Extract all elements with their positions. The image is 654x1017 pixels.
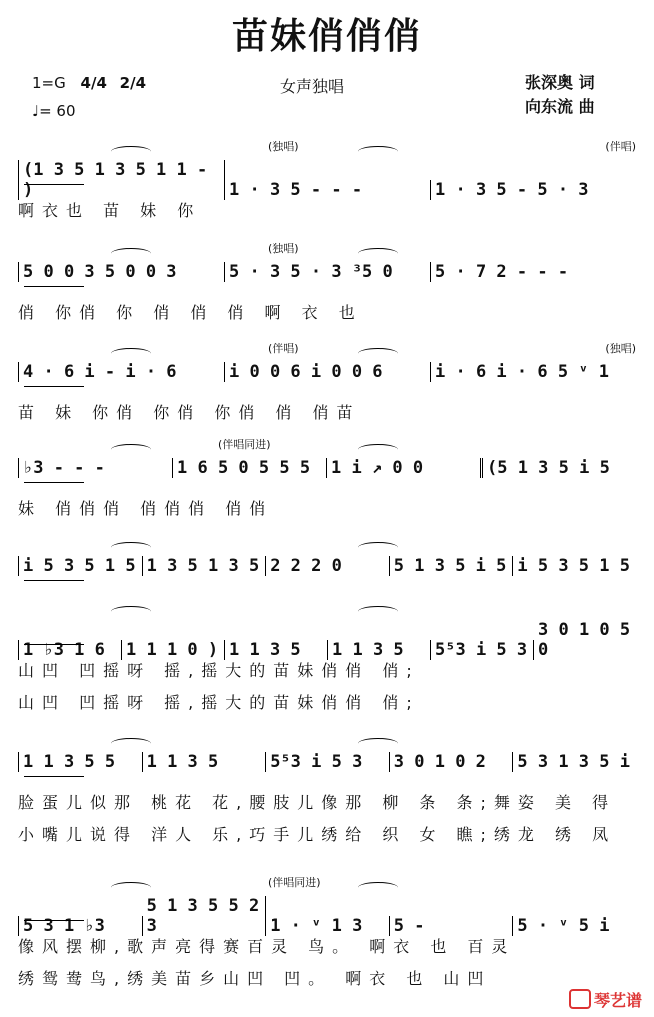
time-signature-2: 2/4 [119,74,147,92]
performance-annotation: (伴唱同进) [218,438,271,451]
slur-mark [358,542,398,553]
beam-mark [24,482,84,483]
measure: 5 1 3 5 5 2 3 [143,896,267,936]
notation-line [18,160,636,200]
measure: i · 6 i · 6 5 ᵛ 1 [435,362,609,382]
measure: 1 · ᵛ 1 3 [266,916,390,936]
measure: 1 6 5 0 5 5 5 [173,458,327,478]
lyricist-credit: 张深奥 词 [525,73,595,92]
composer-credit: 向东流 曲 [525,97,595,116]
notation-line [18,556,636,576]
notation-line [18,752,636,772]
lyrics-line-2: 绣鸳鸯鸟,绣美苗乡山凹 凹。 啊衣 也 山凹 [18,969,492,988]
lyrics-line-1: 苗 妹 你俏 你俏 你俏 俏 俏苗 [18,403,361,422]
slur-mark [358,606,398,617]
slur-mark [358,444,398,455]
notation-line [18,362,636,382]
notation-line [18,896,636,936]
measure: i 0 0 6 i 0 0 6 [225,362,431,382]
song-title: 苗妹俏俏俏 [231,16,422,57]
slur-mark [111,348,151,359]
measure: i 5 3 5 1 5 [517,556,630,576]
measure: (5 1 3 5 i 5 [487,458,610,478]
slur-mark [111,542,151,553]
measure: 5 1 3 5 i 5 [390,556,514,576]
measure: 5 0 0 3 5 0 0 3 [18,262,225,282]
measure: 5 · ᵛ 5 i [517,916,610,936]
measure: 5 3 1 3 5 i [517,752,630,772]
measure: 1 1 1 0 ) [122,640,225,660]
performance-annotation: (独唱) [605,342,636,355]
notation-line [18,620,636,660]
measure: 5⁵3 i 5 3 [266,752,390,772]
measure: 1 1 3 5 [143,752,267,772]
measure: 2 2 2 0 [266,556,390,576]
slur-mark [358,738,398,749]
measure: 1 i ↗ 0 0 [327,458,483,478]
performance-annotation: (独唱) [268,242,299,255]
measure: ♭3 - - - [18,458,173,478]
logo-label: 琴艺谱 [593,991,642,1010]
performance-type: 女声独唱 [280,77,345,96]
measure: 1 · 3 5 - - - [225,180,431,200]
slur-mark [111,444,151,455]
lyrics-line-1: 脸蛋儿似那 桃花 花,腰肢儿像那 柳 条 条;舞姿 美 得 [18,793,617,812]
slur-mark [358,348,398,359]
measure: 1 3 5 1 3 5 [143,556,267,576]
lyrics-line-1: 啊衣也 苗 妹 你 [18,201,202,220]
measure: 5⁵3 i 5 3 [431,640,534,660]
lyrics-line-1: 俏 你俏 你 俏 俏 俏 啊 衣 也 [18,303,363,322]
measure: (1 3 5 1 3 5 1 1 - ) [18,160,225,200]
slur-mark [111,248,151,259]
beam-mark [24,920,84,921]
slur-mark [111,146,151,157]
performance-annotation: (伴唱) [268,342,299,355]
slur-mark [358,146,398,157]
slur-mark [111,882,151,893]
slur-mark [111,606,151,617]
notation-line [18,262,636,282]
measure: 5 3 1 ♭3 [18,916,143,936]
measure: 1 ♭3 1 6 [18,640,122,660]
beam-mark [24,386,84,387]
lyrics-line-1: 像风摆柳,歌声亮得赛百灵 鸟。 啊衣 也 百灵 [18,937,516,956]
slur-mark [111,738,151,749]
performance-annotation: (伴唱) [605,140,636,153]
site-logo [569,988,642,1011]
measure: 5 - [390,916,514,936]
time-signature-1: 4/4 [80,74,107,92]
measure: i 5 3 5 1 5 [18,556,143,576]
piano-logo-icon [569,989,591,1009]
measure: 1 1 3 5 5 [18,752,143,772]
beam-mark [24,644,84,645]
key-label: 1=G [32,74,66,92]
beam-mark [24,184,84,185]
lyrics-line-2: 小嘴儿说得 洋人 乐,巧手儿绣给 织 女 瞧;绣龙 绣 凤 [18,825,617,844]
slur-mark [358,882,398,893]
measure: 1 1 3 5 [225,640,328,660]
measure: 1 1 3 5 [328,640,431,660]
measure: 3 0 1 0 2 [390,752,514,772]
notation-line [18,458,636,478]
measure: 5 · 7 2 - - - [435,262,569,282]
measure: 3 0 1 0 5 0 [538,620,631,660]
key-signature [32,74,146,92]
tempo-marking: ♩= 60 [32,102,76,120]
lyrics-line-1: 山凹 凹摇呀 摇,摇大的苗妹俏俏 俏; [18,661,420,680]
lyrics-line-2: 山凹 凹摇呀 摇,摇大的苗妹俏俏 俏; [18,693,420,712]
measure: 1 · 3 5 - 5 · 3 [435,180,589,200]
performance-annotation: (伴唱同进) [268,876,321,889]
beam-mark [24,286,84,287]
slur-mark [358,248,398,259]
measure: 4 · 6 i - i · 6 [18,362,225,382]
performance-annotation: (独唱) [268,140,299,153]
beam-mark [24,776,84,777]
beam-mark [24,580,84,581]
lyrics-line-1: 妹 俏俏俏 俏俏俏 俏俏 [18,499,274,518]
measure: 5 · 3 5 · 3 ³5 0 [225,262,431,282]
